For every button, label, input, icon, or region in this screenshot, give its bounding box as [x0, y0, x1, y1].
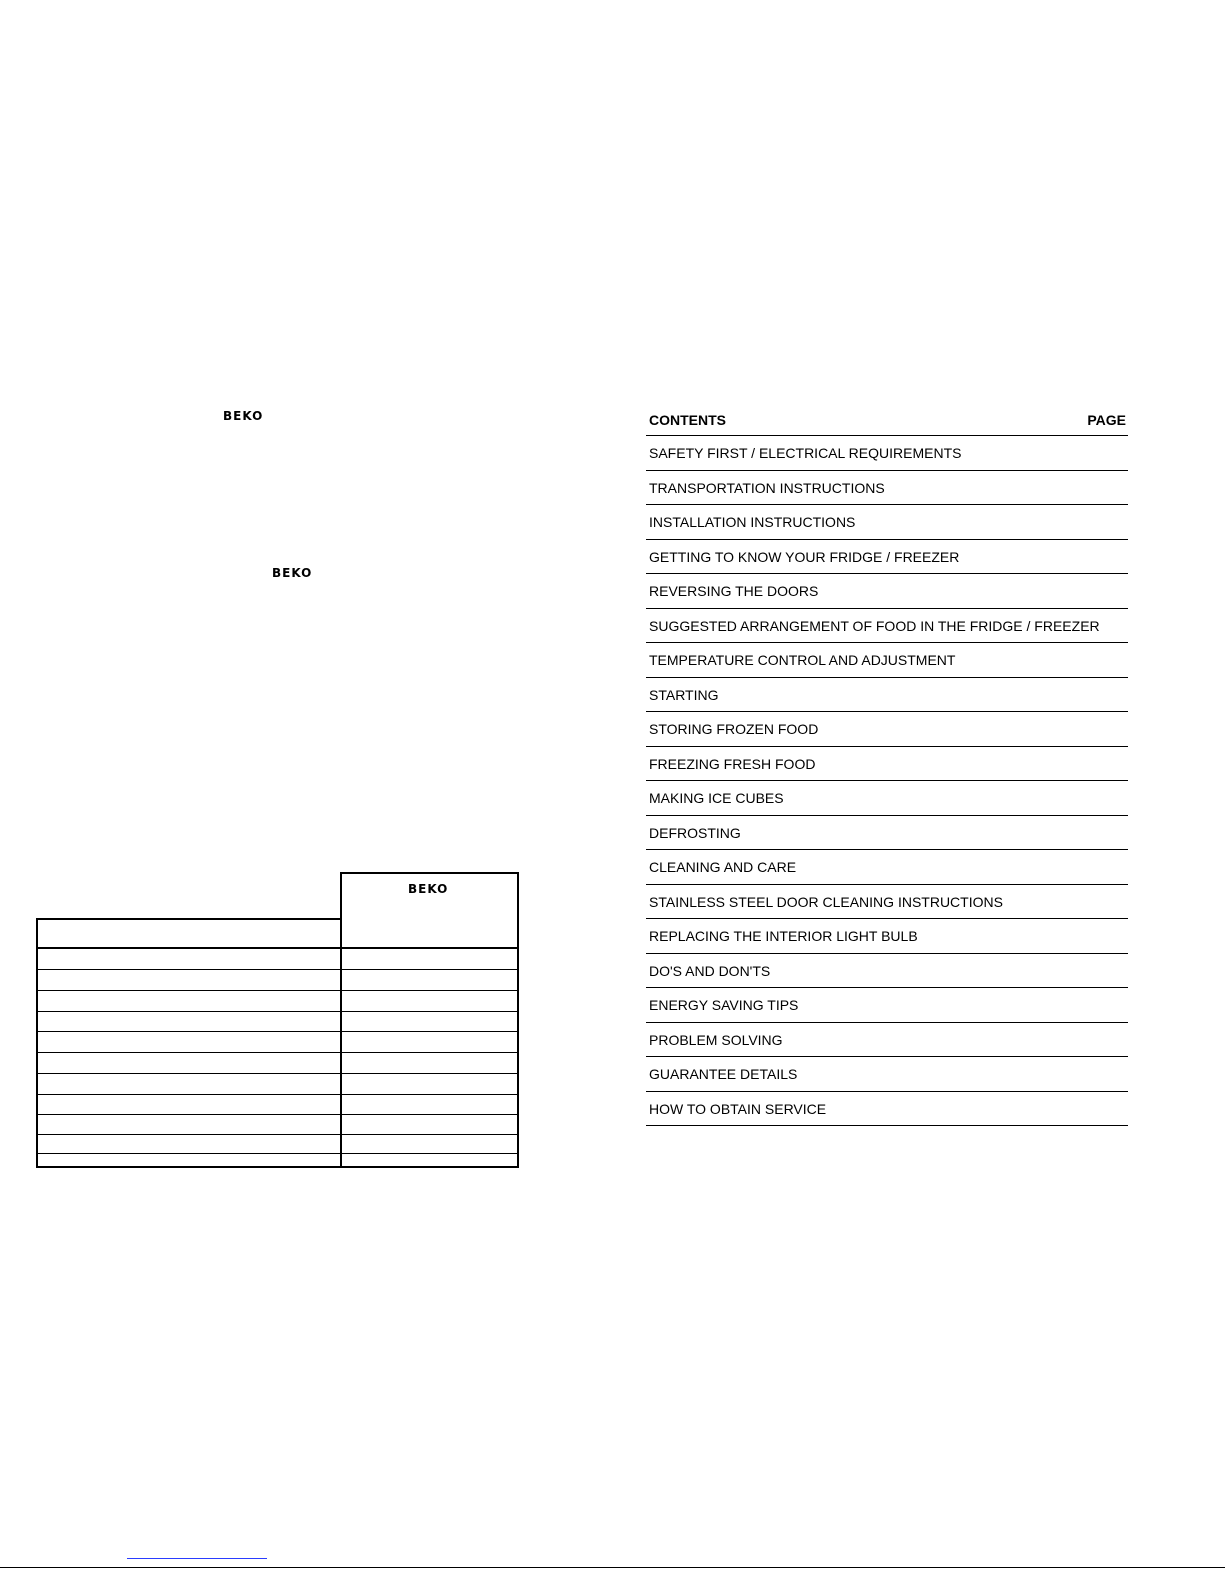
contents-item-label: STAINLESS STEEL DOOR CLEANING INSTRUCTIONS: [649, 893, 1003, 910]
contents-item-label: FREEZING FRESH FOOD: [649, 755, 816, 772]
contents-item[interactable]: [646, 678, 1128, 713]
contents-item[interactable]: [646, 747, 1128, 782]
contents-item-label: DO'S AND DON'TS: [649, 962, 771, 979]
table-row: [38, 1134, 517, 1135]
contents-item[interactable]: [646, 540, 1128, 575]
contents-item[interactable]: [646, 919, 1128, 954]
contents-title: CONTENTS: [649, 412, 726, 428]
contents-item-label: STORING FROZEN FOOD: [649, 721, 819, 737]
contents-item-label: DEFROSTING: [649, 824, 741, 841]
contents-item-label: REPLACING THE INTERIOR LIGHT BULB: [649, 928, 918, 944]
contents-item-label: HOW TO OBTAIN SERVICE: [649, 1100, 827, 1117]
contents-item[interactable]: [646, 1057, 1128, 1092]
contents-item[interactable]: [646, 1092, 1128, 1127]
table-column-divider: [340, 949, 342, 1166]
contents-header: [646, 402, 1128, 436]
spec-table-body: [36, 947, 519, 1168]
contents-item-label: GETTING TO KNOW YOUR FRIDGE / FREEZER: [649, 548, 960, 565]
contents-item-label: ENERGY SAVING TIPS: [649, 997, 799, 1013]
contents-item[interactable]: [646, 885, 1128, 920]
table-row: [38, 1073, 517, 1074]
table-row: [38, 990, 517, 991]
table-row: [38, 1094, 517, 1095]
spec-table-brand-header: [340, 872, 519, 949]
table-row: [38, 1031, 517, 1032]
footer-divider: [0, 1567, 1225, 1568]
table-row: [38, 1153, 517, 1154]
contents-item[interactable]: [646, 643, 1128, 678]
contents-item[interactable]: [646, 1023, 1128, 1058]
table-row: [38, 969, 517, 970]
table-row: [38, 1052, 517, 1053]
contents-item-label: GUARANTEE DETAILS: [649, 1066, 798, 1082]
specification-table: [36, 872, 519, 1168]
contents-item-label: MAKING ICE CUBES: [649, 790, 784, 806]
contents-item[interactable]: [646, 436, 1128, 471]
contents-item[interactable]: [646, 816, 1128, 851]
contents-item-label: REVERSING THE DOORS: [649, 583, 819, 599]
brand-logo: BEKO: [223, 409, 264, 423]
spec-table-label-header: [36, 918, 342, 949]
contents-item[interactable]: [646, 574, 1128, 609]
table-row: [38, 1011, 517, 1012]
contents-item[interactable]: [646, 505, 1128, 540]
contents-item-label: CLEANING AND CARE: [649, 859, 797, 875]
contents-item-label: PROBLEM SOLVING: [649, 1031, 783, 1048]
contents-list: [646, 402, 1128, 1126]
contents-item[interactable]: [646, 781, 1128, 816]
contents-item[interactable]: [646, 954, 1128, 989]
contents-page-header: PAGE: [1087, 412, 1126, 428]
footer-link-underline[interactable]: [127, 1558, 267, 1559]
contents-item[interactable]: [646, 471, 1128, 506]
brand-logo: BEKO: [408, 882, 449, 896]
contents-item-label: SAFETY FIRST / ELECTRICAL REQUIREMENTS: [649, 445, 962, 461]
contents-item-label: INSTALLATION INSTRUCTIONS: [649, 514, 856, 530]
contents-item-label: SUGGESTED ARRANGEMENT OF FOOD IN THE FRIDGE / FREEZER: [649, 617, 1100, 634]
contents-item[interactable]: [646, 609, 1128, 644]
contents-item[interactable]: [646, 850, 1128, 885]
contents-item-label: TEMPERATURE CONTROL AND ADJUSTMENT: [649, 652, 956, 668]
contents-item-label: STARTING: [649, 686, 719, 703]
contents-item[interactable]: [646, 712, 1128, 747]
contents-item[interactable]: [646, 988, 1128, 1023]
brand-logo: BEKO: [272, 566, 313, 580]
table-row: [38, 1114, 517, 1115]
contents-item-label: TRANSPORTATION INSTRUCTIONS: [649, 479, 885, 496]
